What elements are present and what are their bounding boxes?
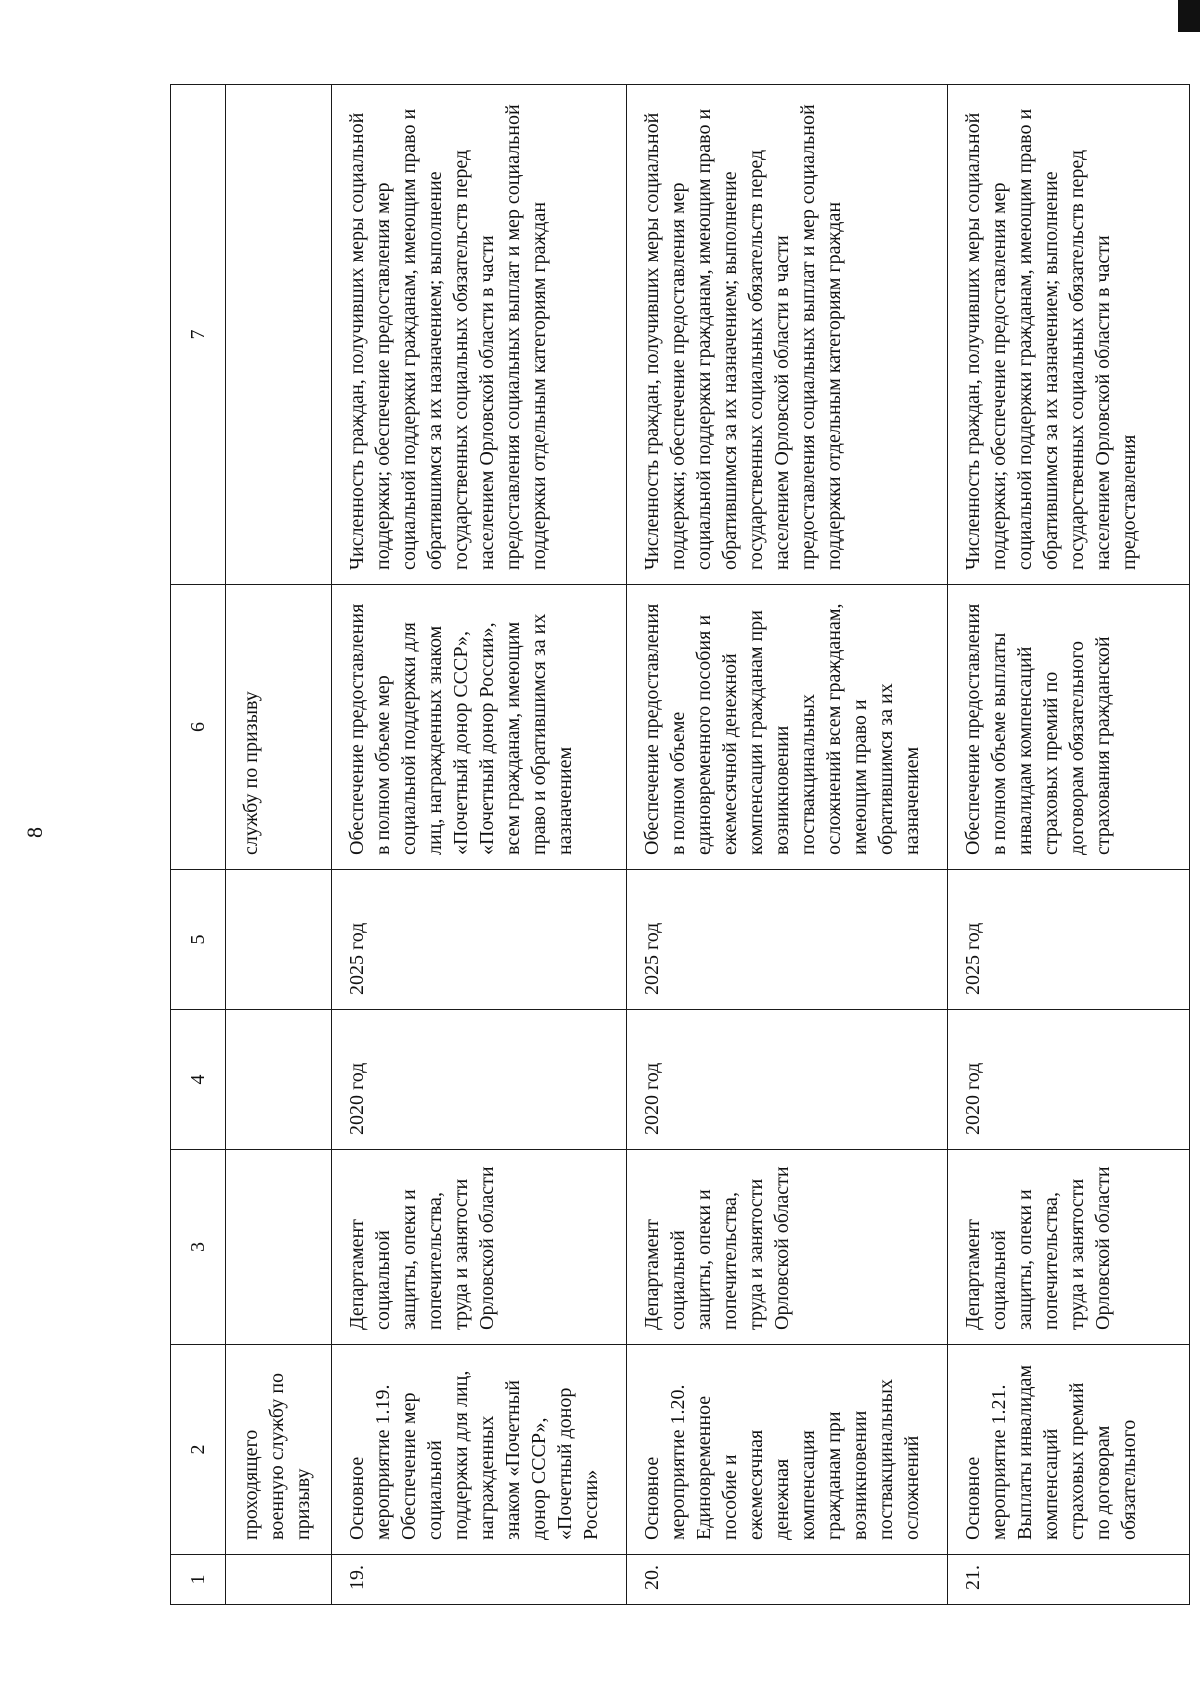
- end-year-cell: 2025 год: [947, 870, 1189, 1010]
- expected-result-cell: Обеспечение предоставления в полном объеме единовременного пособия и ежемесячной денежной компенсации гражданам при возникновении поствакцинальных осложнений всем гражданам, имеющим право и обратившимся за их назначением: [627, 585, 947, 870]
- header-cell: 3: [171, 1150, 226, 1345]
- header-cell: 5: [171, 870, 226, 1010]
- start-year-cell: 2020 год: [331, 1010, 627, 1150]
- measures-table: [170, 84, 1190, 1605]
- end-year-cell: 2025 год: [331, 870, 627, 1010]
- header-cell: 1: [171, 1555, 226, 1605]
- indicator-link-cell: Численность граждан, получивших меры социальной поддержки; обеспечение предоставления мер социальной поддержки гражданам, имеющим право и обратившимся за их назначением; выполнение государственных социальных обязательств перед населением Орловской области в части предоставления социальных выплат и мер социальной поддержки отдельным категориям граждан: [627, 85, 947, 585]
- start-year-cell: [225, 1010, 331, 1150]
- executor-cell: Департамент социальной защиты, опеки и попечительства, труда и занятости Орловской области: [627, 1150, 947, 1345]
- row-number-cell: 19.: [331, 1555, 627, 1605]
- measure-name-cell: Основное мероприятие 1.19. Обеспечение мер социальной поддержки для лиц, награжденных знаком «Почетный донор СССР», «Почетный донор России»: [331, 1345, 627, 1555]
- start-year-cell: 2020 год: [947, 1010, 1189, 1150]
- table-row: [331, 85, 627, 1605]
- executor-cell: Департамент социальной защиты, опеки и попечительства, труда и занятости Орловской области: [947, 1150, 1189, 1345]
- measure-name-cell: Основное мероприятие 1.20. Единовременное пособие и ежемесячная денежная компенсация гражданам при возникновении поствакцинальных осложнений: [627, 1345, 947, 1555]
- expected-result-cell: службу по призыву: [225, 585, 331, 870]
- header-cell: 7: [171, 85, 226, 585]
- indicator-link-cell: Численность граждан, получивших меры социальной поддержки; обеспечение предоставления мер социальной поддержки гражданам, имеющим право и обратившимся за их назначением; выполнение государственных социальных обязательств перед населением Орловской области в части предоставления: [947, 85, 1189, 585]
- table-row: [627, 85, 947, 1605]
- indicator-link-cell: [225, 85, 331, 585]
- rotated-table-wrapper: [170, 85, 1190, 1605]
- expected-result-cell: Обеспечение предоставления в полном объеме мер социальной поддержки для лиц, награжденных знаком «Почетный донор СССР», «Почетный донор России», всем гражданам, имеющим право и обратившимся за их назначением: [331, 585, 627, 870]
- measure-name-cell: проходящего военную службу по призыву: [225, 1345, 331, 1555]
- corner-mark: [1178, 0, 1200, 32]
- end-year-cell: 2025 год: [627, 870, 947, 1010]
- table-row: [947, 85, 1189, 1605]
- measure-name-cell: Основное мероприятие 1.21. Выплаты инвалидам компенсаций страховых премий по договорам обязательного: [947, 1345, 1189, 1555]
- end-year-cell: [225, 870, 331, 1010]
- indicator-link-cell: Численность граждан, получивших меры социальной поддержки; обеспечение предоставления мер социальной поддержки гражданам, имеющим право и обратившимся за их назначением; выполнение государственных социальных обязательств перед населением Орловской области в части предоставления социальных выплат и мер социальной поддержки отдельным категориям граждан: [331, 85, 627, 585]
- start-year-cell: 2020 год: [627, 1010, 947, 1150]
- executor-cell: [225, 1150, 331, 1345]
- executor-cell: Департамент социальной защиты, опеки и попечительства, труда и занятости Орловской области: [331, 1150, 627, 1345]
- page-number: 8: [22, 827, 47, 838]
- header-cell: 6: [171, 585, 226, 870]
- row-number-cell: 20.: [627, 1555, 947, 1605]
- row-number-cell: 21.: [947, 1555, 1189, 1605]
- row-number-cell: [225, 1555, 331, 1605]
- expected-result-cell: Обеспечение предоставления в полном объеме выплаты инвалидам компенсаций страховых премий по договорам обязательного страхования гражданской: [947, 585, 1189, 870]
- table-header-row: [171, 85, 226, 1605]
- table-row: [225, 85, 331, 1605]
- header-cell: 2: [171, 1345, 226, 1555]
- header-cell: 4: [171, 1010, 226, 1150]
